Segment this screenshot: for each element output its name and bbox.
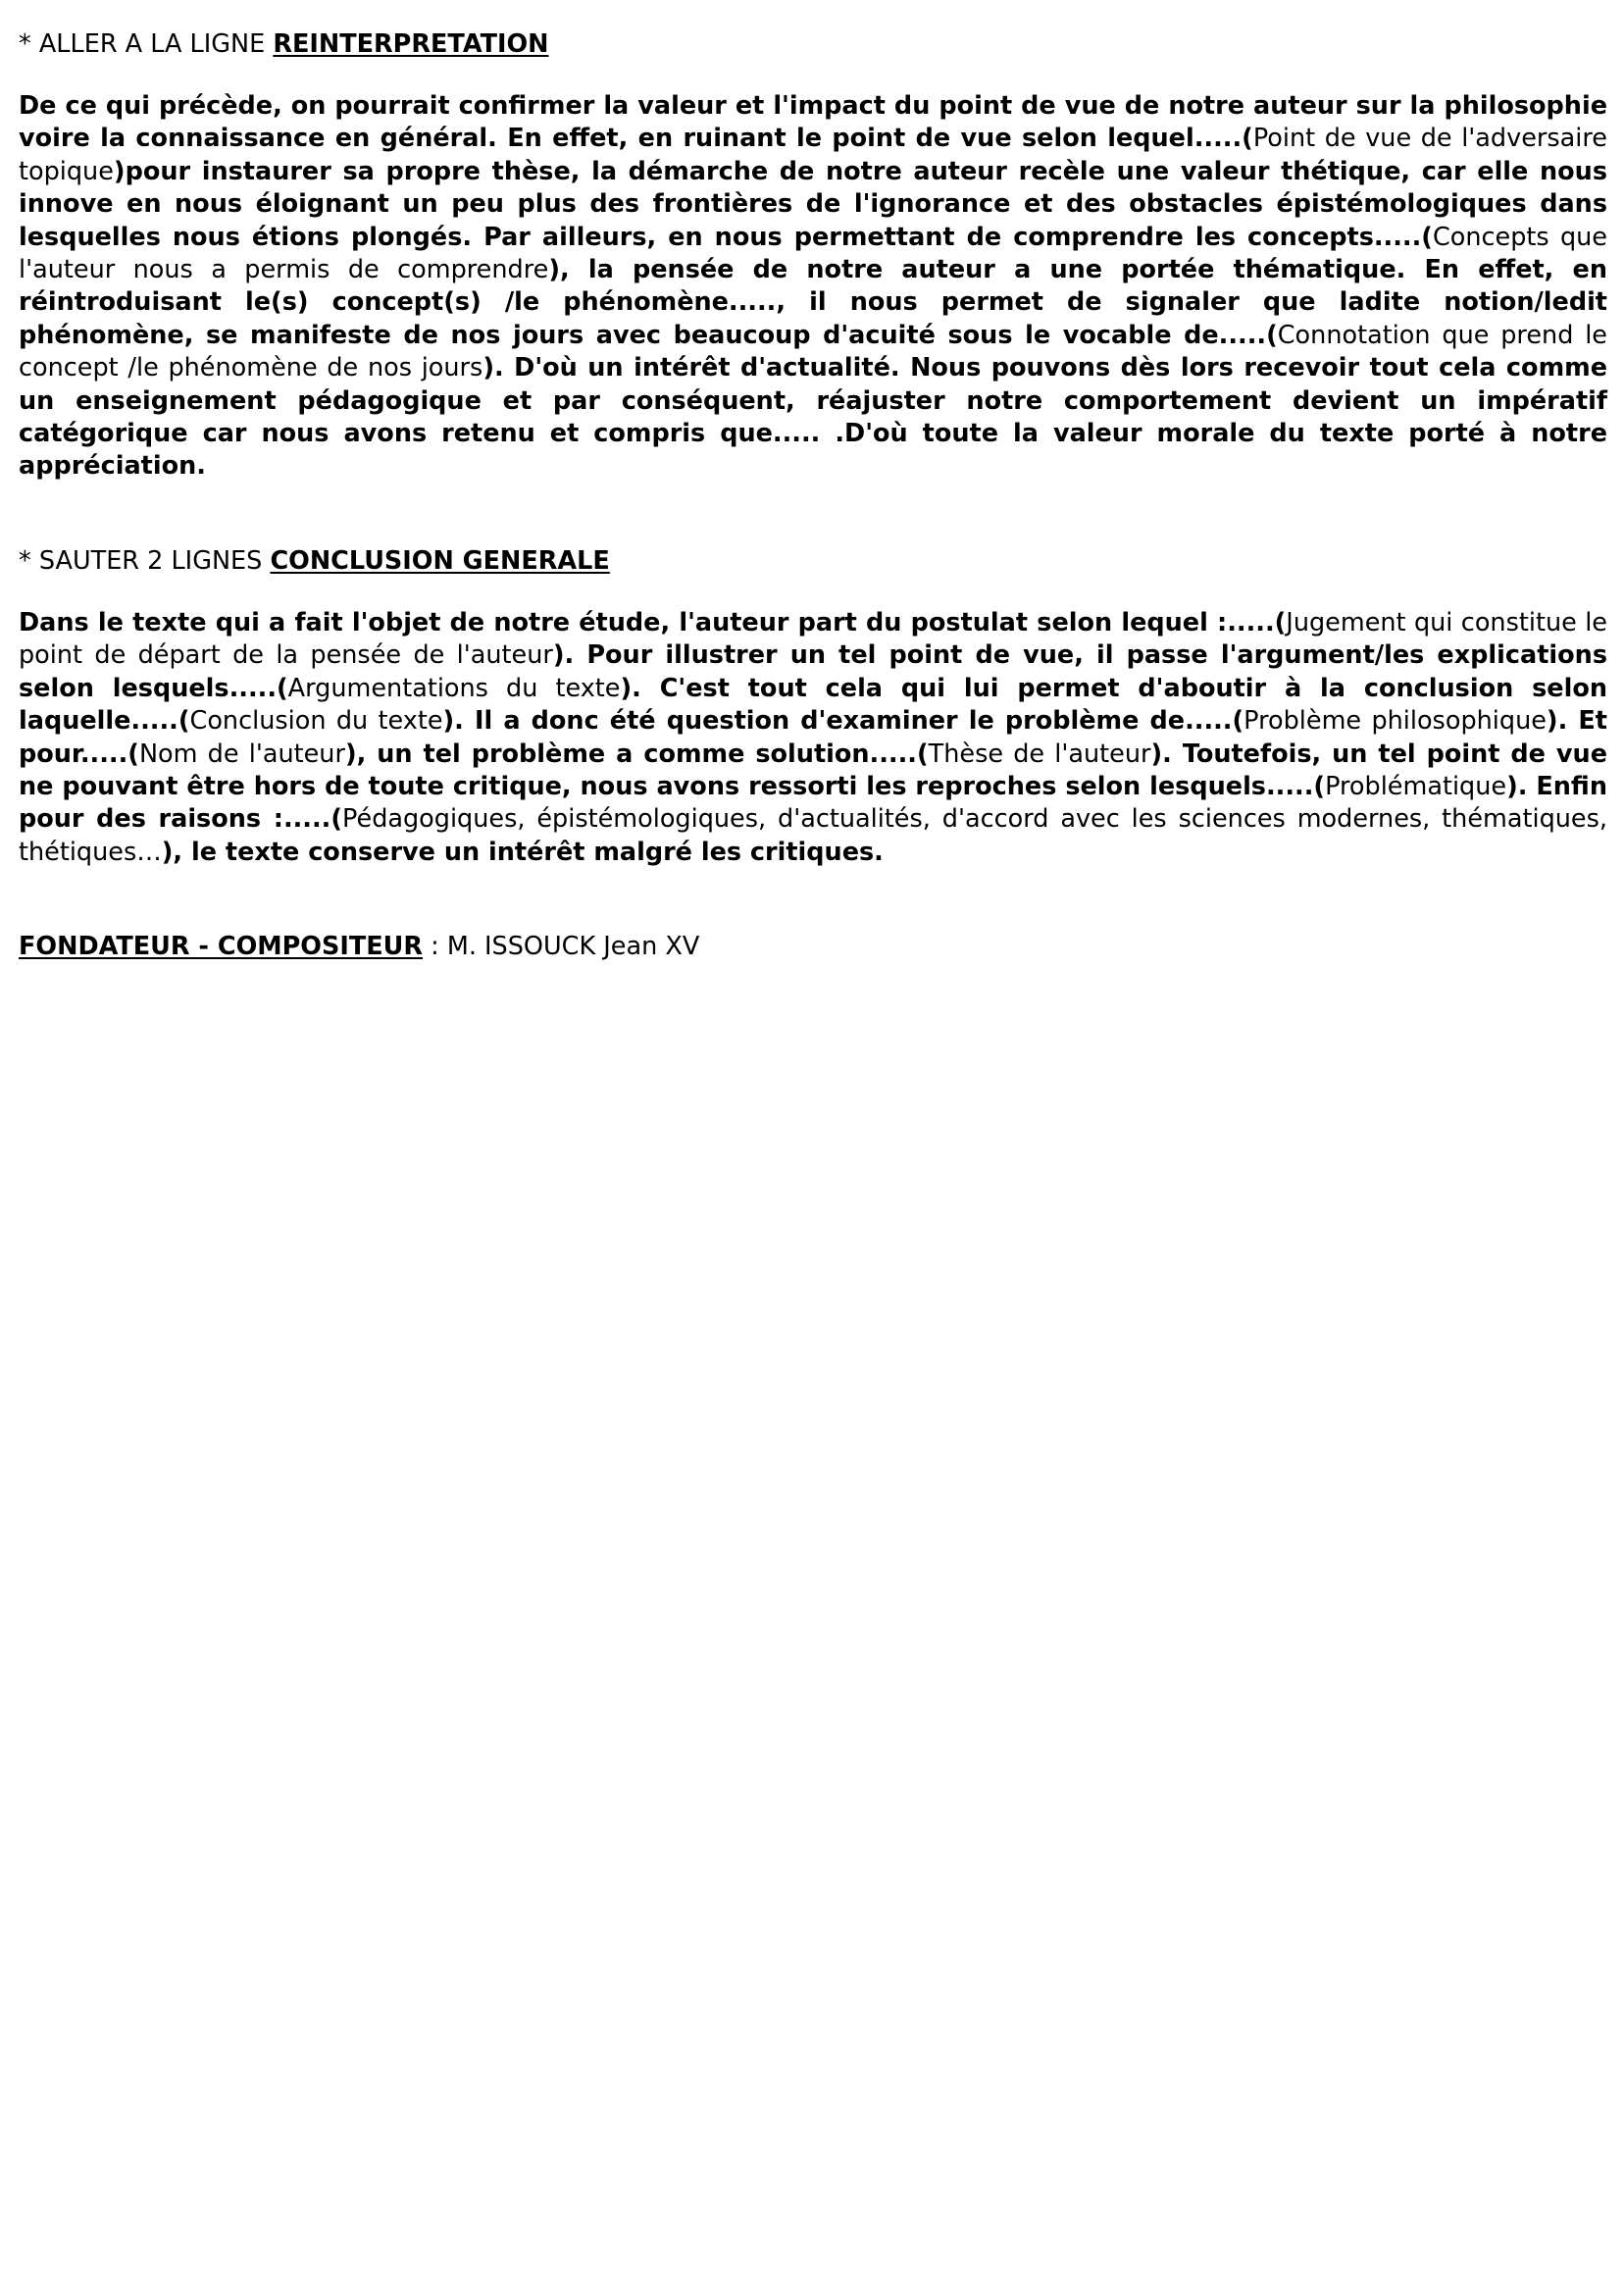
conclusion-paragraph [19, 607, 1607, 869]
text-run: ). C'est tout cela qui lui permet d'aboutir à la conclusion selon laquelle.....( [19, 673, 1607, 737]
reinterpretation-paragraph [19, 90, 1607, 484]
reinterpretation-heading [19, 27, 1607, 61]
reinterpretation-instruction: * ALLER A LA LIGNE [19, 29, 274, 59]
placeholder-hint: Concepts que l'auteur nous a permis de comprendre [19, 222, 1607, 285]
placeholder-hint: Connotation que prend le concept /le phénomène de nos jours [19, 320, 1607, 383]
placeholder-hint: Argumentations du texte [287, 673, 621, 703]
reinterpretation-title: REINTERPRETATION [273, 29, 549, 59]
text-run: De ce qui précède, on pourrait confirmer la valeur et l'impact du point de vue de notre auteur sur la philosophie voire la connaissance en général. En effet, en ruinant le point de vue selon lequel.....( [19, 91, 1607, 154]
conclusion-heading [19, 544, 1607, 578]
conclusion-instruction: * SAUTER 2 LIGNES [19, 545, 271, 576]
footer-author: M. ISSOUCK Jean XV [446, 932, 700, 962]
placeholder-hint: Problématique [1325, 771, 1507, 801]
text-run: )pour instaurer sa propre thèse, la démarche de notre auteur recèle une valeur thétique, car elle nous innove en nous éloignant un peu plus des frontières de l'ignorance et des obstacles épistémologiques dans lesquelles nous étions plongés. Par ailleurs, en nous permettant de comprendre les concepts.....( [19, 156, 1607, 252]
placeholder-hint: Pédagogiques, épistémologiques, d'actualités, d'accord avec les sciences modernes, thématiques, thétiques… [19, 804, 1607, 867]
text-run: ). Et pour.....( [19, 706, 1607, 769]
text-run: ), la pensée de notre auteur a une portée thématique. En effet, en réintroduisant le(s) concept(s) /le phénomène....., il nous permet de signaler que ladite notion/ledit phénomène, se manifeste de nos jours avec beaucoup d'acuité sous le vocable de.....( [19, 255, 1608, 350]
footer-credit [19, 930, 1607, 963]
footer-separator: : [423, 932, 447, 962]
document-page [19, 27, 1607, 963]
placeholder-hint: Nom de l'auteur [138, 739, 345, 769]
placeholder-hint: Jugement qui constitue le point de départ de la pensée de l'auteur [19, 607, 1607, 671]
conclusion-title: CONCLUSION GENERALE [270, 545, 610, 576]
text-run: ). Pour illustrer un tel point de vue, il passe l'argument/les explications selon lesquels.....( [19, 640, 1608, 703]
placeholder-hint: Problème philosophique [1243, 706, 1547, 737]
text-run: ). D'où un intérêt d'actualité. Nous pouvons dès lors recevoir tout cela comme un enseignement pédagogique et par conséquent, réajuster notre comportement devient un impératif catégorique car nous avons retenu et compris que..... .D'où toute la valeur morale du texte porté à notre appréciation. [19, 353, 1608, 482]
footer-label: FONDATEUR - COMPOSITEUR [19, 932, 423, 962]
placeholder-hint: Thèse de l'auteur [928, 739, 1151, 769]
text-run: ). Toutefois, un tel point de vue ne pouvant être hors de toute critique, nous avons ressorti les reproches selon lesquels.....( [19, 739, 1607, 801]
placeholder-hint: Conclusion du texte [189, 706, 443, 737]
text-run: Dans le texte qui a fait l'objet de notre étude, l'auteur part du postulat selon lequel :.....( [19, 607, 1287, 637]
text-run: ). Enfin pour des raisons :.....( [19, 771, 1607, 835]
text-run: ). Il a donc été question d'examiner le problème de.....( [442, 706, 1244, 737]
placeholder-hint: Point de vue de l'adversaire topique [19, 124, 1607, 186]
text-run: ), le texte conserve un intérêt malgré les critiques. [161, 837, 884, 867]
text-run: ), un tel problème a comme solution.....( [344, 739, 929, 769]
